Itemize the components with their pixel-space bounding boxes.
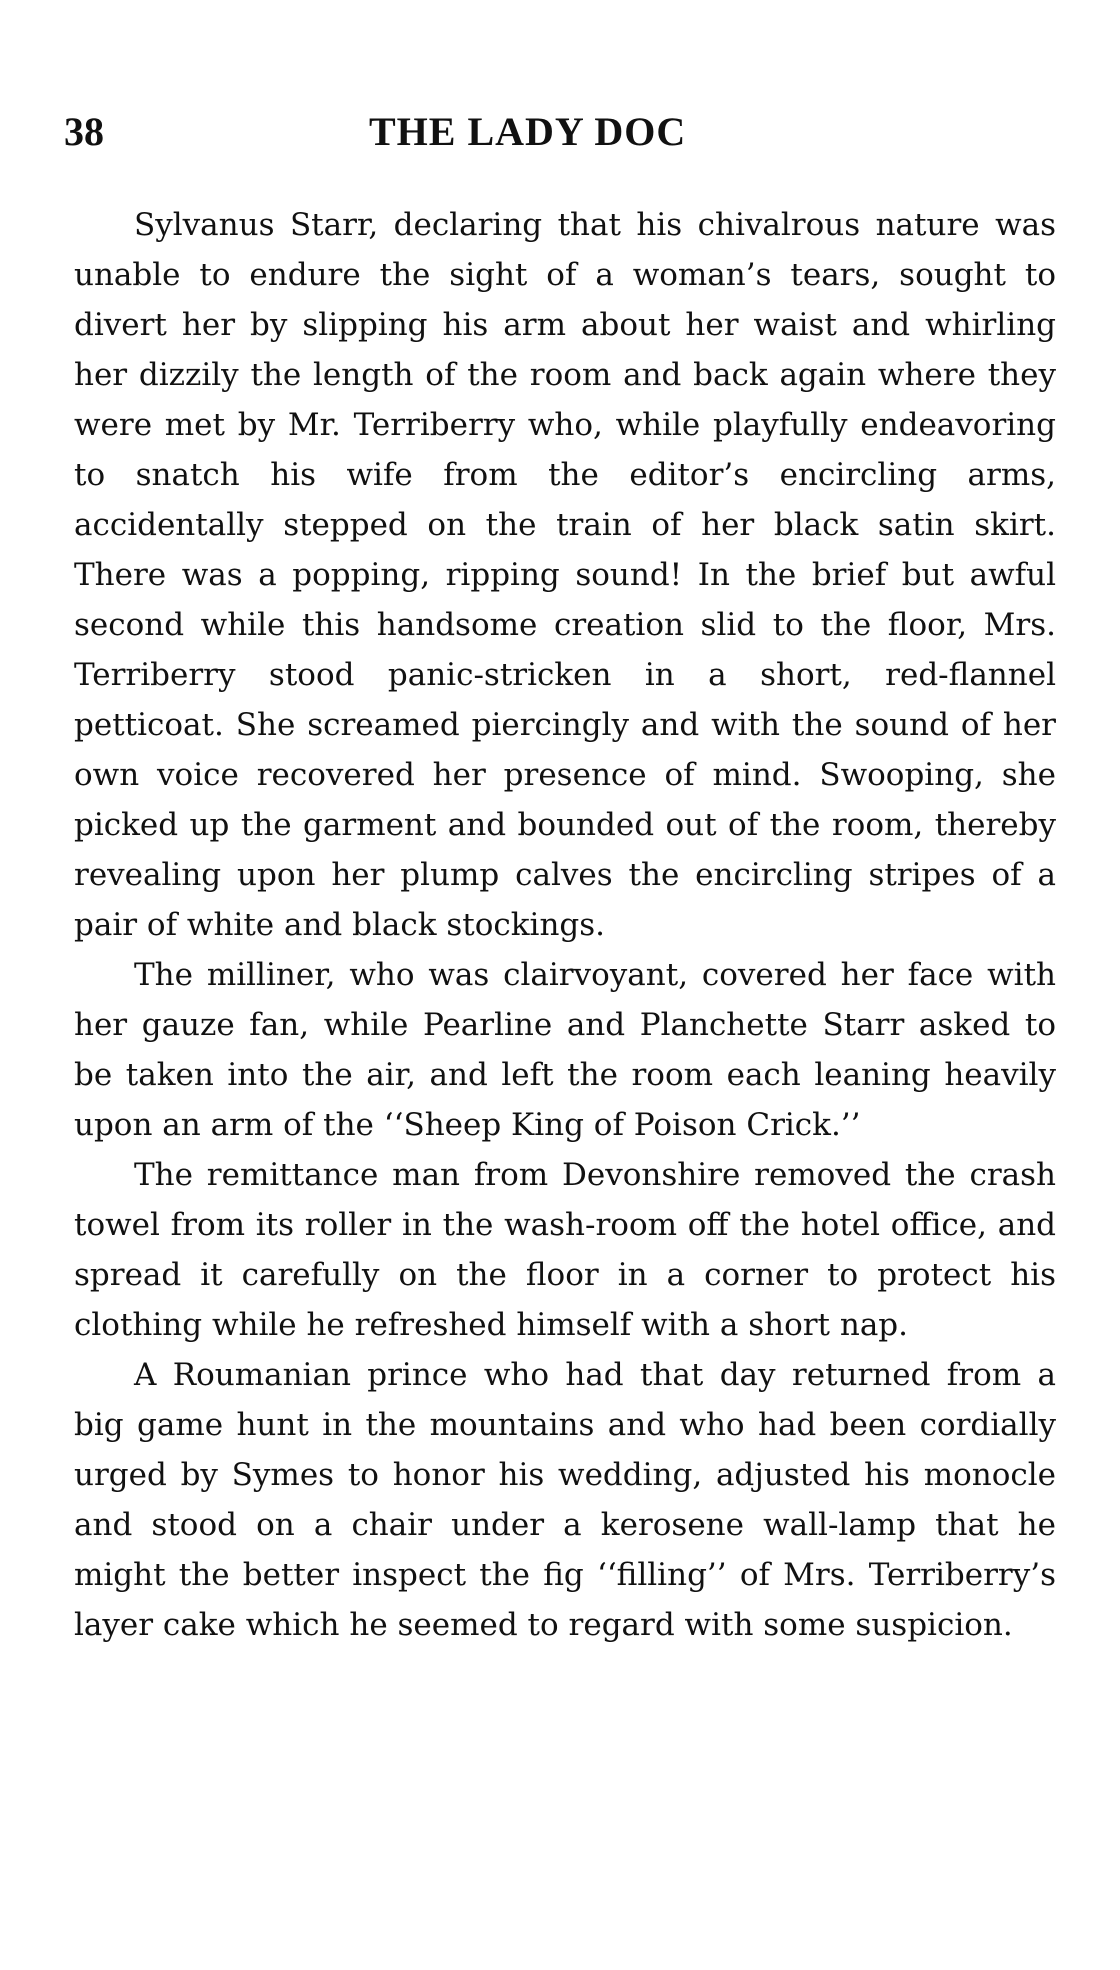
running-head [64,107,1054,157]
paragraph-starr-dance: Sylvanus Starr, declaring that his chivalrous nature was unable to endure the sight of a woman’s tears, sought to divert her by slipping his arm about her waist and whirling her dizzily the length of the room and back again where they were met by Mr. Terriberry who, while playfully endeavoring to snatch his wife from the editor’s encircling arms, accidentally stepped on the train of her black satin skirt. There was a popping, ripping sound! In the brief but awful second while this handsome creation slid to the floor, Mrs. Terriberry stood panic-stricken in a short, red-flannel petticoat. She screamed piercingly and with the sound of her own voice recovered her presence of mind. Swooping, she picked up the garment and bounded out of the room, thereby revealing upon her plump calves the encircling stripes of a pair of white and black stockings. [74,207,1056,943]
book-title: THE LADY DOC [369,109,687,154]
body-text [74,200,1056,1650]
paragraph-roumanian-prince: A Roumanian prince who had that day returned from a big game hunt in the mountains and who had been cordially urged by Symes to honor his wedding, adjusted his monocle and stood on a chair under a kerosene wall-lamp that he might the better inspect the fig ‘‘filling’’ of Mrs. Terriberry’s layer cake which he seemed to regard with some suspicion. [74,1357,1056,1643]
page-number: 38 [64,109,104,154]
paragraph-remittance-man: The remittance man from Devonshire removed the crash towel from its roller in the wash-room off the hotel office, and spread it carefully on the floor in a corner to protect his clothing while he refreshed himself with a short nap. [74,1157,1056,1343]
paragraph-milliner: The milliner, who was clairvoyant, covered her face with her gauze fan, while Pearline and Planchette Starr asked to be taken into the air, and left the room each leaning heavily upon an arm of the ‘‘Sheep King of Poison Crick.’’ [74,957,1056,1143]
